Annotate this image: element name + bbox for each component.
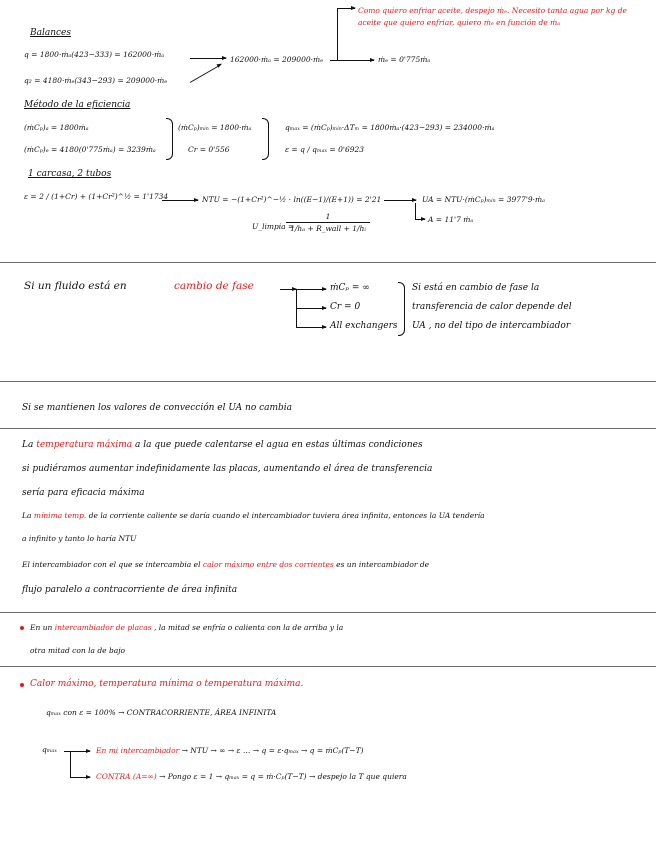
red-note: Como quiero enfriar aceite, despejo ṁₑ. Necesito tanta agua por kg de aceite que quiero enfriar, quiero ṁₑ en función de ṁₐ	[358, 6, 627, 27]
fraction-bar	[286, 222, 370, 223]
route-1-red: En mi intercambiador	[96, 746, 180, 755]
method-title: Método de la eficiencia	[24, 100, 131, 110]
route-1	[96, 747, 364, 755]
option-mcp: ṁCₚ = ∞	[330, 283, 370, 293]
route-2-b: → Pongo ε = 1 → qₘₐₓ = q = ṁ·Cₚ(T−T) → despejo la T que quiera	[159, 772, 407, 781]
p1-red: temperatura máxima	[36, 440, 133, 450]
connector-line	[415, 203, 416, 219]
placas-line2: otra mitad con la de bajo	[30, 646, 126, 655]
p3-a: El intercambiador con el que se intercambia el	[22, 560, 201, 569]
arrow	[296, 289, 326, 290]
ulimpia-numerator: 1	[325, 212, 331, 221]
ua-formula: UA = NTU·(ṁCₚ)ₘᵢₙ = 3977'9·ṁₐ	[422, 195, 545, 204]
arrow	[296, 327, 326, 328]
qmax-label: qₘₐₓ	[42, 745, 57, 754]
p3-red: calor máximo entre dos corrientes	[202, 560, 334, 569]
p1-line3: sería para eficacia máxima	[22, 488, 145, 498]
connector-line	[70, 751, 71, 777]
balances-title: Balances	[30, 28, 72, 38]
section6-title: Calor máximo, temperatura mínima o temperatura máxima.	[30, 679, 304, 689]
p2-a: La	[22, 511, 32, 520]
brace	[262, 118, 269, 160]
c-min: (ṁCₚ)ₘᵢₙ = 1800·ṁₐ	[178, 123, 252, 132]
arrow	[337, 8, 355, 9]
ulimpia-denominator: 1/hₐ + R_wall + 1/hᵢ	[290, 224, 366, 233]
area-result: A = 11'7 ṁₐ	[428, 215, 474, 224]
divider	[0, 666, 656, 667]
c-aceite: (ṁCₚ)ₐ = 1800ṁₐ	[24, 123, 89, 132]
arrow	[64, 751, 90, 752]
arrow	[190, 64, 222, 83]
eps-eq: ε = q / qₘₐₓ = 0'6923	[285, 145, 365, 154]
placas-b: , la mitad se enfría o calienta con la de arriba y la	[153, 623, 344, 632]
ua-note: Si se mantienen los valores de convección el UA no cambia	[22, 403, 293, 413]
divider	[0, 262, 656, 263]
placas-line1	[30, 624, 343, 632]
route-2-red: CONTRA (A=∞)	[96, 772, 157, 781]
arrow	[415, 219, 425, 220]
c-agua: (ṁCₚ)ₑ = 4180(0'775ṁₐ) = 3239ṁₐ	[24, 145, 156, 154]
p3-start	[22, 561, 429, 569]
divider	[0, 381, 656, 382]
route-1-b: → NTU → ∞ → ε … → q = ε·qₘₐₓ → q = ṁCₚ(T−T)	[181, 746, 364, 755]
fase-explain-3: UA , no del tipo de intercambiador	[412, 321, 571, 331]
arrow	[296, 308, 326, 309]
fase-explain-2: transferencia de calor depende del	[412, 302, 572, 312]
ulimpia-fraction	[286, 212, 370, 233]
bullet-icon	[20, 626, 24, 630]
arrow	[384, 200, 416, 201]
bullet-icon	[20, 683, 24, 687]
brace	[398, 282, 405, 336]
p1-line2: si pudiéramos aumentar indefinidamente las placas, aumentando el área de transferencia	[22, 464, 433, 474]
balance-result: ṁₑ = 0'775ṁₐ	[378, 55, 431, 64]
p1-a: La	[22, 440, 34, 450]
placas-red: intercambiador de placas	[54, 623, 152, 632]
placas-a: En un	[30, 623, 53, 632]
brace	[166, 118, 173, 160]
arrow	[280, 289, 296, 290]
arrow	[70, 777, 90, 778]
ntu-formula: NTU = −(1+Cr²)^−½ · ln((E−1)/(E+1)) = 2'21	[202, 195, 382, 204]
p1-b: a la que puede calentarse el agua en estas últimas condiciones	[135, 440, 423, 450]
carcasa-title: 1 carcasa, 2 tubos	[28, 169, 112, 179]
divider	[0, 612, 656, 613]
p2-start	[22, 512, 485, 520]
option-cr: Cr = 0	[330, 302, 361, 312]
p3-b: es un intercambiador de	[336, 560, 430, 569]
arrow	[190, 58, 226, 59]
p2-b: de la corriente caliente se daría cuando el intercambiador tuviera área infinita, entonces la UA tendería	[88, 511, 485, 520]
p2-line2: a infinito y tanto lo haría NTU	[22, 534, 137, 543]
cr-value: Cr = 0'556	[188, 145, 230, 154]
p3-line2: flujo paralelo a contracorriente de área infinita	[22, 585, 238, 595]
balance-eq-mid: 162000·ṁₐ = 209000·ṁₑ	[230, 55, 324, 64]
eps-formula: ε = 2 / (1+Cr) + (1+Cr²)^½ = 1'1734	[24, 192, 169, 201]
qmax-eq: qₘₐₓ = (ṁCₚ)ₘᵢₙ·ΔTₘ = 1800ṁₐ·(423−293) = 234000·ṁₐ	[285, 123, 495, 132]
option-all: All exchangers	[330, 321, 398, 331]
fase-explain-1: Si está en cambio de fase la	[412, 283, 540, 293]
balance-eq-q: q = 1800·ṁₐ(423−333) = 162000·ṁₐ	[24, 50, 165, 59]
fase-text: Si un fluido está en	[24, 280, 127, 292]
p2-red: mínima temp.	[33, 511, 87, 520]
p1-start	[22, 441, 423, 450]
arrow	[330, 60, 374, 61]
qmax-line: qₘₐₓ con ε = 100% → CONTRACORRIENTE, ÁREA INFINITA	[46, 708, 277, 717]
connector-line	[337, 8, 338, 60]
route-2	[96, 773, 407, 781]
arrow	[162, 200, 198, 201]
balance-eq-q2: q₂ = 4180·ṁₑ(343−293) = 209000·ṁₑ	[24, 76, 168, 85]
fase-red: cambio de fase	[174, 280, 254, 292]
ulimpia-label: U_limpia =	[252, 222, 295, 231]
divider	[0, 428, 656, 429]
